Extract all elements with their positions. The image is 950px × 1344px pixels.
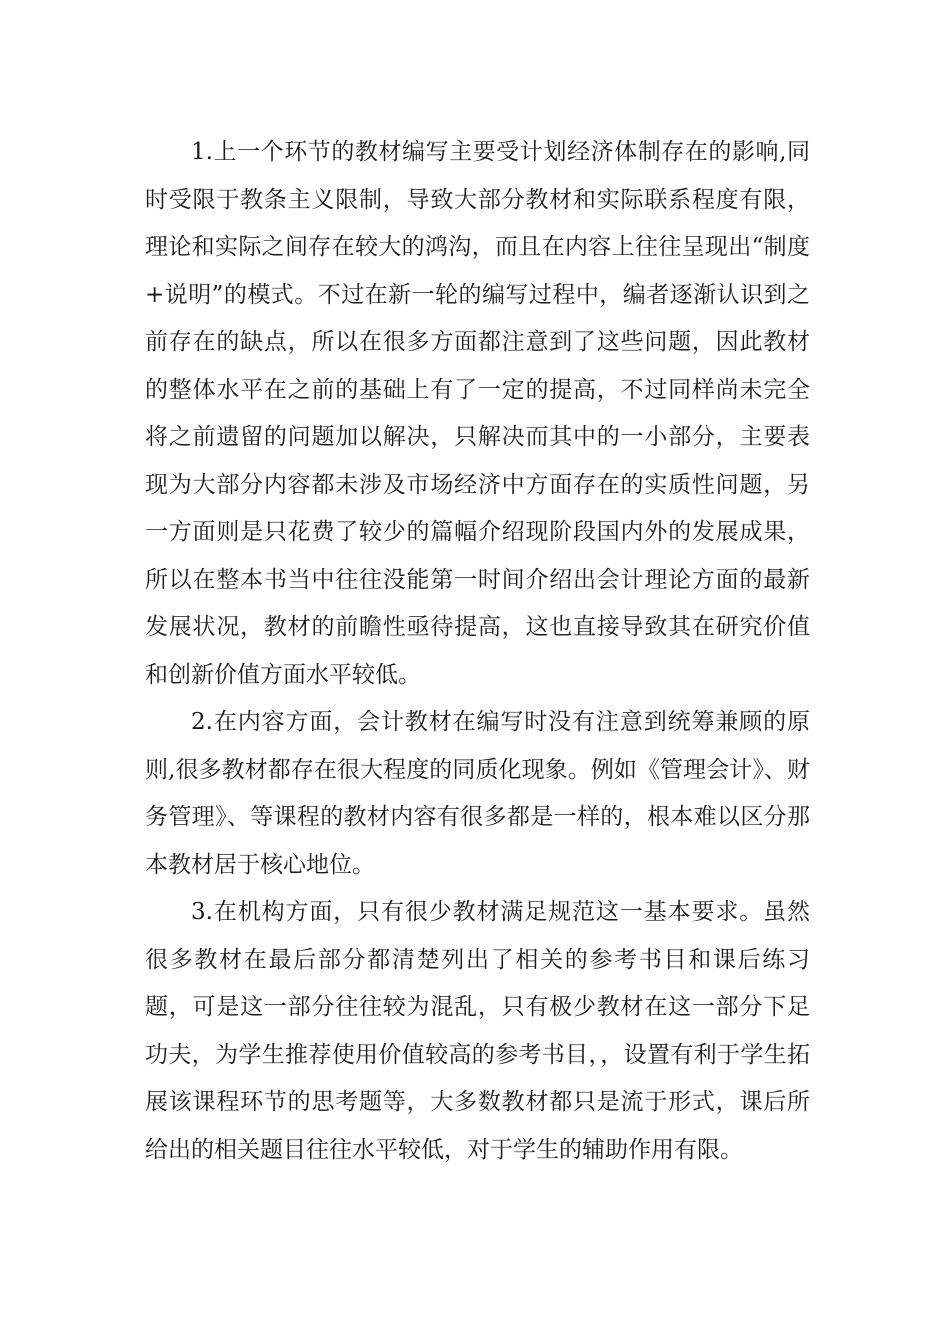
paragraph-3: 3.在机构方面，只有很少教材满足规范这一基本要求。虽然很多教材在最后部分都清楚列出了相关的参考书目和课后练习题，可是这一部分往往较为混乱，只有极少教材在这一部分下足功夫，为学生推荐使用价值较高的参考书目，，设置有利于学生拓展该课程环节的思考题等，大多数教材都只是流于形式，课后所给出的相关题目往往水平较低，对于学生的辅助作用有限。 bbox=[145, 899, 810, 1163]
paragraph-1: 1.上一个环节的教材编写主要受计划经济体制存在的影响,同时受限于教条主义限制，导致大部分教材和实际联系程度有限，理论和实际之间存在较大的鸿沟，而且在内容上往往呈现出“制度+说明”的模式。不过在新一轮的编写过程中，编者逐渐认识到之前存在的缺点，所以在很多方面都注意到了这些问题，因此教材的整体水平在之前的基础上有了一定的提高，不过同样尚未完全将之前遗留的问题加以解决，只解决而其中的一小部分，主要表现为大部分内容都未涉及市场经济中方面存在的实质性问题，另一方面则是只花费了较少的篇幅介绍现阶段国内外的发展成果，所以在整本书当中往往没能第一时间介绍出会计理论方面的最新发展状况，教材的前瞻性亟待提高，这也直接导致其在研究价值和创新价值方面水平较低。 bbox=[145, 139, 810, 688]
document-body bbox=[145, 129, 810, 1174]
paragraph-2: 2.在内容方面，会计教材在编写时没有注意到统筹兼顾的原则,很多教材都存在很大程度的同质化现象。例如《管理会计》、财务管理》、等课程的教材内容有很多都是一样的，根本难以区分那本教材居于核心地位。 bbox=[145, 709, 810, 878]
